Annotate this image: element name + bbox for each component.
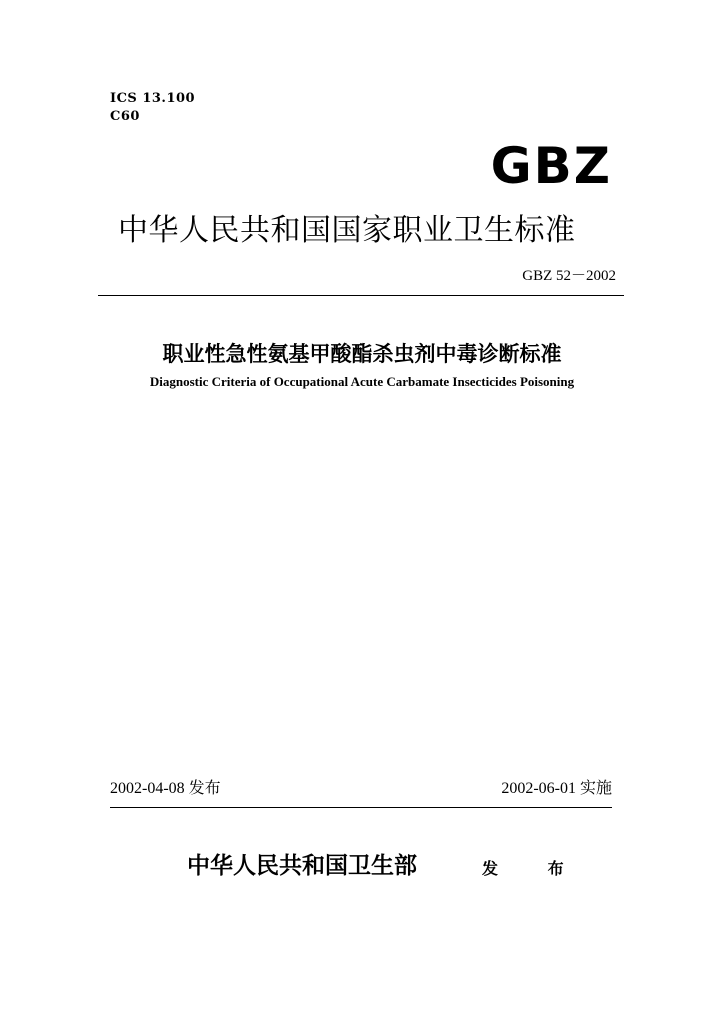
publisher-name: 中华人民共和国卫生部 [187, 853, 417, 879]
standard-number: GBZ 52－2002 [522, 268, 616, 284]
document-title-chinese: 职业性急性氨基甲酸酯杀虫剂中毒诊断标准 [162, 342, 562, 366]
gbz-logo: GBZ [490, 137, 612, 195]
issue-date: 2002-04-08 发布 [110, 780, 221, 797]
classification-codes [110, 90, 195, 126]
bottom-divider [110, 807, 612, 808]
document-title-english: Diagnostic Criteria of Occupational Acute Carbamate Insecticides Poisoning [149, 374, 575, 389]
category-code: C60 [110, 109, 140, 124]
top-divider [98, 295, 624, 296]
publish-label: 发 布 [482, 859, 586, 878]
ics-code: ICS 13.100 [110, 91, 196, 106]
standard-body-title: 中华人民共和国国家职业卫生标准 [118, 213, 576, 248]
implementation-date: 2002-06-01 实施 [501, 780, 612, 797]
